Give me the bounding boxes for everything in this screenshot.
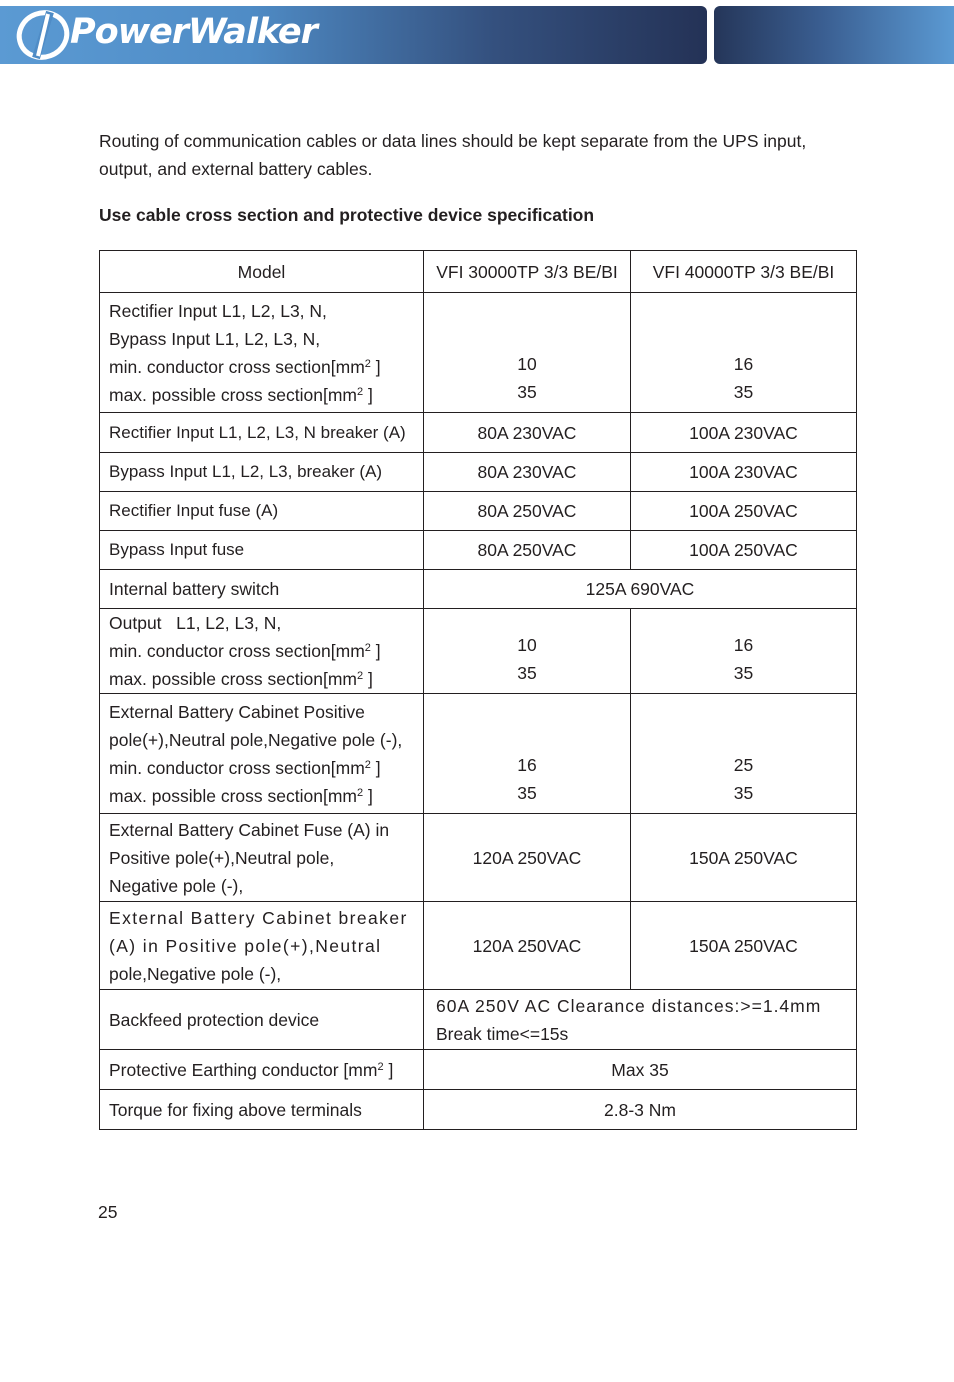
bypass-breaker-40k: 100A 230VAC: [631, 453, 857, 492]
battery-fuse-row: [100, 814, 857, 902]
battery-breaker-label: External Battery Cabinet breaker (A) in Positive pole(+),Neutral pole,Negative pole (-),: [100, 902, 424, 990]
torque-value: 2.8-3 Nm: [424, 1090, 857, 1130]
battery-fuse-30k: 120A 250VAC: [424, 814, 631, 902]
bypass-fuse-30k: 80A 250VAC: [424, 531, 631, 570]
intro-paragraph: Routing of communication cables or data lines should be kept separate from the UPS input, output, and external battery cables.: [99, 131, 807, 179]
rectifier-fuse-row: [100, 492, 857, 531]
torque-row: [100, 1090, 857, 1130]
battery-fuse-40k: 150A 250VAC: [631, 814, 857, 902]
output-cable-label: Output L1, L2, L3, N, min. conductor cross $section[mm^2$ ] max. possible cross $section[mm^2$ ]: [100, 609, 424, 694]
rectifier-fuse-40k: 100A 250VAC: [631, 492, 857, 531]
rectifier-breaker-40k: 100A 230VAC: [631, 413, 857, 453]
header-banner-right: [714, 6, 954, 64]
bypass-breaker-label: Bypass Input L1, L2, L3, breaker (A): [100, 453, 424, 492]
battery-cable-30k: 16 35: [424, 694, 631, 814]
input-cable-40k: 16 35: [631, 293, 857, 413]
battery-fuse-label: External Battery Cabinet Fuse (A) in Positive pole(+),Neutral pole, Negative pole (-),: [100, 814, 424, 902]
header-model: Model: [100, 251, 424, 293]
battery-cable-label: External Battery Cabinet Positive pole(+),Neutral pole,Negative pole (-), min. conductor cross $section[mm^2$ ] max. possible cross $section[mm^2$ ]: [100, 694, 424, 814]
earthing-label: Protective Earthing conductor [$mm^2$ ]: [100, 1050, 424, 1090]
output-cable-40k: 16 35: [631, 609, 857, 694]
backfeed-value: 60A 250V AC Clearance distances:>=1.4mm Break time<=15s: [424, 990, 857, 1050]
section-heading: Use cable cross section and protective device specification: [99, 205, 595, 225]
bypass-fuse-row: [100, 531, 857, 570]
bypass-fuse-40k: 100A 250VAC: [631, 531, 857, 570]
earthing-value: Max 35: [424, 1050, 857, 1090]
backfeed-label: Backfeed protection device: [100, 990, 424, 1050]
bypass-breaker-30k: 80A 230VAC: [424, 453, 631, 492]
output-cable-row: [100, 609, 857, 694]
input-cable-row: [100, 293, 857, 413]
backfeed-row: [100, 990, 857, 1050]
battery-cable-40k: 25 35: [631, 694, 857, 814]
powerwalker-logo-icon: [14, 8, 72, 62]
battery-switch-value: 125A 690VAC: [424, 570, 857, 609]
earthing-row: [100, 1050, 857, 1090]
rectifier-fuse-label: Rectifier Input fuse (A): [100, 492, 424, 531]
brand-logo-text: PowerWalker: [70, 12, 317, 52]
rectifier-breaker-30k: 80A 230VAC: [424, 413, 631, 453]
output-cable-30k: 10 35: [424, 609, 631, 694]
battery-breaker-row: [100, 902, 857, 990]
bypass-fuse-label: Bypass Input fuse: [100, 531, 424, 570]
input-cable-label: Rectifier Input L1, L2, L3, N, Bypass Input L1, L2, L3, N, min. conductor cross $section[mm^2$ ] max. possible cross $section[mm^2$ ]: [100, 293, 424, 413]
header-model-40k: VFI 40000TP 3/3 BE/BI: [631, 251, 857, 293]
torque-label: Torque for fixing above terminals: [100, 1090, 424, 1130]
spec-table: [99, 250, 857, 1130]
battery-breaker-40k: 150A 250VAC: [631, 902, 857, 990]
table-header-row: [100, 251, 857, 293]
rectifier-breaker-label: Rectifier Input L1, L2, L3, N breaker (A): [100, 413, 424, 453]
rectifier-breaker-row: [100, 413, 857, 453]
battery-cable-row: [100, 694, 857, 814]
header-model-30k: VFI 30000TP 3/3 BE/BI: [424, 251, 631, 293]
page-number: 25: [98, 1202, 118, 1222]
battery-switch-label: Internal battery switch: [100, 570, 424, 609]
battery-breaker-30k: 120A 250VAC: [424, 902, 631, 990]
rectifier-fuse-30k: 80A 250VAC: [424, 492, 631, 531]
input-cable-30k: 10 35: [424, 293, 631, 413]
bypass-breaker-row: [100, 453, 857, 492]
battery-switch-row: [100, 570, 857, 609]
